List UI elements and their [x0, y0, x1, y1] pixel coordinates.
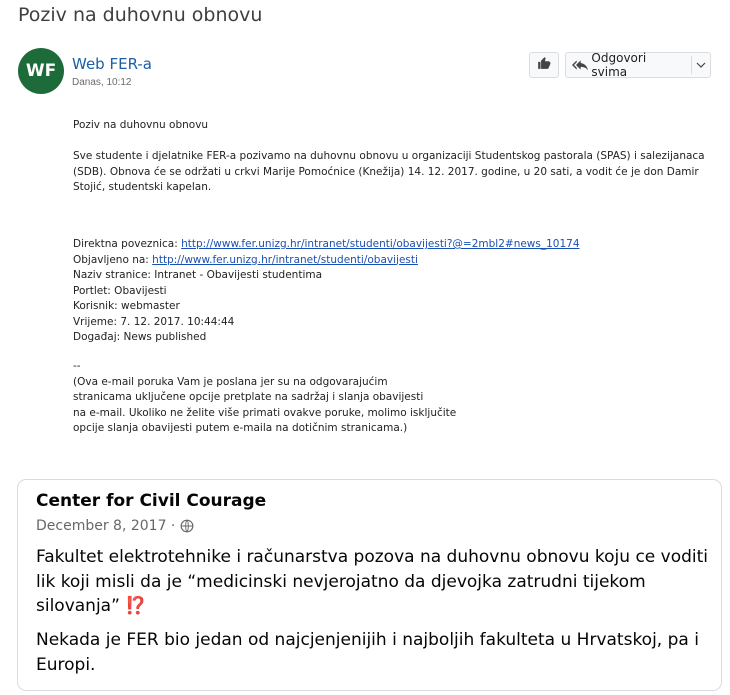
body-footer: -- (Ova e-mail poruka Vam je poslana jer su na odgovarajućim stranicama uključene opcije pretplate na sadržaj i slanja obavijesti na e-mail. Ukoliko ne želite više primati ovakve poruke, molimo isključite opcije slanja obavijesti putem e-maila na dotičnim stranicama.) [73, 360, 457, 434]
globe-icon [180, 519, 194, 533]
like-button[interactable] [529, 52, 559, 78]
body-title: Poziv na duhovnu obnovu [73, 119, 209, 131]
email-subject: Poziv na duhovnu obnovu [18, 4, 263, 26]
facebook-post [17, 479, 722, 691]
interrobang-emoji-icon: ⁉️ [125, 596, 147, 616]
direct-link-line: Direktna poveznica: http://www.fer.unizg.hr/intranet/studenti/obavijesti?@=2mbl2#news_10174 [73, 238, 580, 250]
reply-all-icon [568, 57, 591, 73]
sender-name[interactable]: Web FER-a [72, 55, 152, 73]
body-meta: Direktna poveznica: http://www.fer.unizg.hr/intranet/studenti/obavijesti?@=2mbl2#news_10174 Objavljeno na: http://www.fer.unizg.hr/intranet/studenti/obavijesti Naziv stranice: Intranet - Obavijesti studentima Portlet: Obavijesti Korisnik: webmaster Vrijeme: 7. 12. 2017. 10:44:44 Događaj: News published [73, 237, 713, 346]
post-date: December 8, 2017 · [36, 518, 194, 534]
post-text-paragraph-2: Nekada je FER bio jedan od najcjenjenijih i najboljih fakulteta u Hrvatskoj, pa i Europi. [36, 630, 699, 675]
reply-all-label: Odgovori svima [591, 51, 647, 79]
direct-link[interactable]: http://www.fer.unizg.hr/intranet/studenti/obavijesti?@=2mbl2#news_10174 [181, 238, 580, 250]
chevron-down-icon[interactable] [692, 59, 710, 71]
post-text-paragraph-1: Fakultet elektrotehnike i računarstva pozova na duhovnu obnovu koju ce voditi lik koji misli da je “medicinski nevjerojatno da djevojka zatrudni tijekom silovanja” ⁉️ [36, 547, 709, 616]
email-date: Danas, 10:12 [72, 77, 132, 88]
body-paragraph: Sve studente i djelatnike FER-a pozivamo na duhovnu obnovu u organizaciji Studentskog pastorala (SPAS) i salezijanaca (SDB). Obnova će se održati u crkvi Marije Pomoćnice (Knežija) 14. 12. 2017. godine, u 20 sati, a vodit će je don Damir Stojić, studentski kapelan. [73, 150, 705, 193]
published-line: Objavljeno na: http://www.fer.unizg.hr/intranet/studenti/obavijesti [73, 253, 418, 266]
avatar[interactable]: WF [18, 48, 64, 94]
post-author[interactable]: Center for Civil Courage [36, 491, 267, 511]
thumbs-up-icon [537, 56, 551, 75]
reply-all-button[interactable] [565, 52, 711, 78]
published-link[interactable]: http://www.fer.unizg.hr/intranet/studenti/obavijesti [152, 253, 418, 266]
